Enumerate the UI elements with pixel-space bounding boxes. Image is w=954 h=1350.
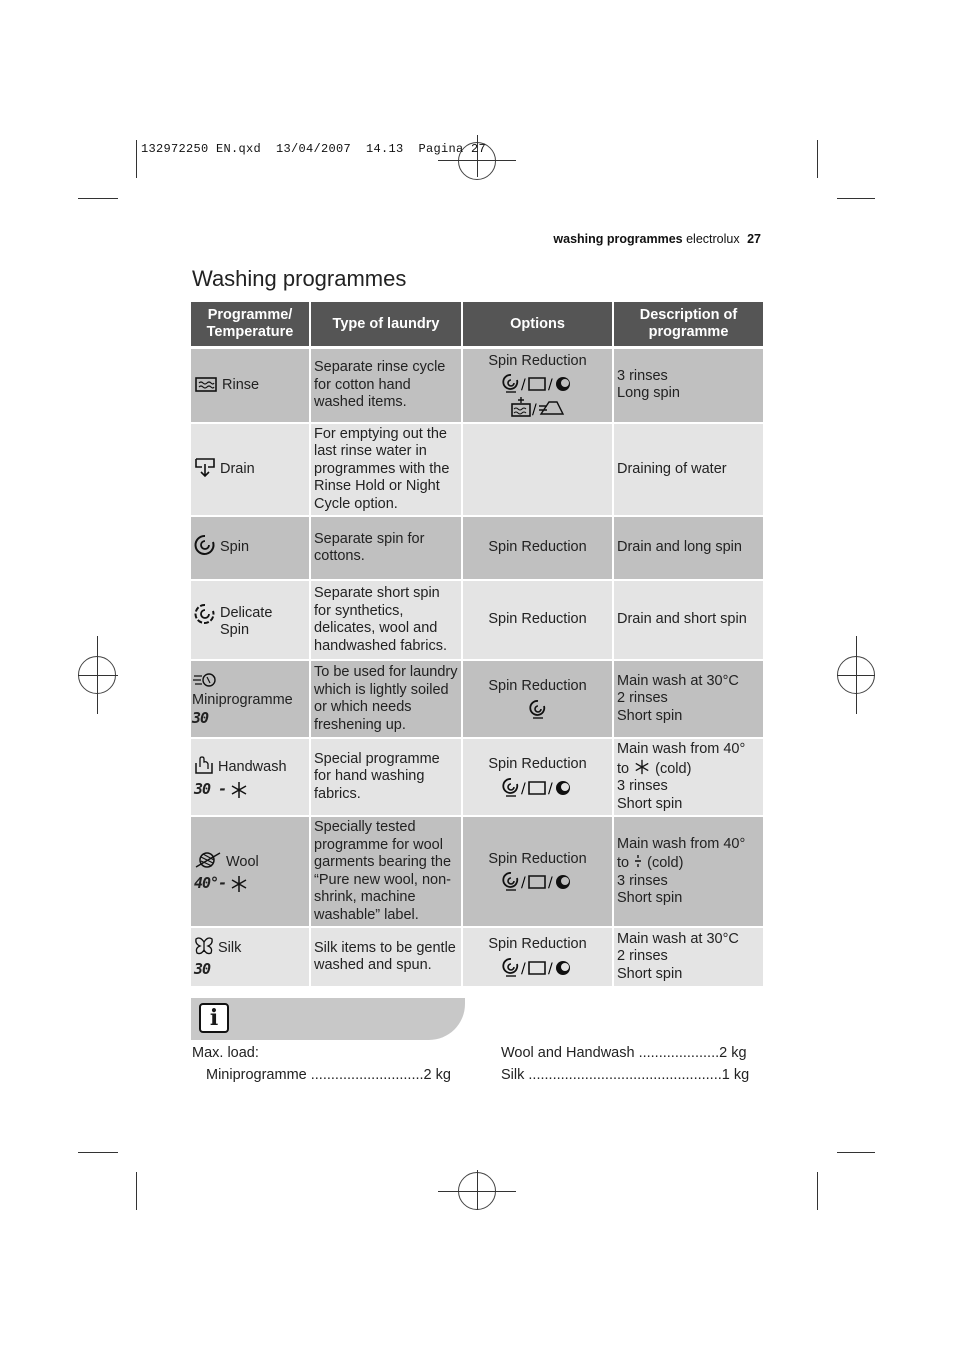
programme-cell (191, 738, 310, 816)
rinse-icon (194, 373, 218, 399)
laundry-cell: Separate spin for cottons. (310, 516, 462, 580)
programmes-table (191, 302, 763, 988)
programme-name: Spin (220, 539, 250, 556)
page-number: 27 (747, 232, 761, 246)
description-line: 3 rinses (617, 367, 668, 384)
option-label: Spin Reduction (488, 756, 587, 773)
delicate-spin-icon (194, 603, 216, 631)
programme-cell (191, 816, 310, 927)
description-line: Short spin (617, 965, 683, 982)
night-cycle-icon (556, 781, 570, 795)
print-slug: 132972250 EN.qxd 13/04/2007 14.13 Pagina 27 (141, 142, 487, 156)
option-label: Spin Reduction (488, 850, 587, 867)
laundry-cell: Silk items to be gentle washed and spun. (310, 927, 462, 987)
options-cell (462, 816, 613, 927)
column-header-laundry: Type of laundry (310, 302, 462, 348)
programme-name: Rinse (222, 376, 260, 393)
programme-name: Drain (220, 460, 255, 477)
crop-mark (837, 1152, 875, 1153)
drain-icon (194, 456, 216, 484)
option-icons (466, 956, 609, 978)
description-line: Main wash from 40° (617, 741, 746, 757)
table-row (191, 516, 763, 580)
crop-mark (78, 198, 118, 199)
option-label: Spin Reduction (488, 678, 587, 695)
rinse-hold-icon (529, 962, 545, 974)
description-line: Long spin (617, 385, 680, 402)
max-load-silk: Silk ................................................1 kg (501, 1067, 750, 1083)
table-row (191, 423, 763, 517)
laundry-cell: Specially tested programme for wool garments bearing the “Pure new wool, non-shrink, machine washable” label. (310, 816, 462, 927)
registration-mark-line (78, 675, 118, 676)
cold-icon (230, 781, 248, 799)
programme-name: Silk (218, 939, 242, 956)
description-line: Draining of water (617, 460, 727, 477)
crop-mark (837, 198, 875, 199)
registration-mark-line (477, 1170, 478, 1210)
svg-text:/: / (520, 780, 526, 797)
spin-reduction-icon (503, 959, 517, 976)
rinse-hold-icon (529, 782, 545, 794)
programme-cell (191, 660, 310, 738)
table-row (191, 580, 763, 660)
programme-cell (191, 516, 310, 580)
crop-mark (78, 1152, 118, 1153)
night-cycle-icon (556, 961, 570, 975)
night-cycle-icon (556, 875, 570, 889)
cold-icon (230, 875, 248, 893)
option-icons (466, 372, 609, 394)
svg-text:/: / (547, 377, 553, 393)
programme-cell (191, 423, 310, 517)
extra-rinse-icon (512, 397, 530, 416)
table-header-row (191, 302, 763, 348)
registration-mark-line (856, 636, 857, 714)
options-cell (462, 660, 613, 738)
laundry-cell: Separate rinse cycle for cotton hand washed items. (310, 348, 462, 423)
programme-name: Miniprogramme (192, 692, 293, 709)
programme-name: Handwash (218, 759, 287, 775)
laundry-cell: To be used for laundry which is lightly soiled or which needs freshening up. (310, 660, 462, 738)
description-line: Drain and short spin (617, 611, 747, 628)
spin-reduction-icon (503, 873, 517, 890)
description-line: 2 rinses (617, 948, 668, 965)
spin-reduction-icon (503, 375, 517, 392)
cold-icon (633, 759, 651, 775)
options-cell (462, 423, 613, 517)
laundry-cell: Special programme for hand washing fabrics. (310, 738, 462, 816)
max-load-miniprogramme: Miniprogramme ............................2 kg (206, 1067, 451, 1083)
svg-text:/: / (520, 960, 526, 977)
column-header-programme: Programme/ Temperature (191, 302, 310, 348)
description-line: 3 rinses (617, 872, 668, 889)
crop-mark (136, 140, 137, 178)
svg-text:/: / (531, 402, 537, 418)
brand-name: electrolux (686, 232, 740, 246)
night-cycle-icon (556, 377, 570, 391)
description-line: Short spin (617, 890, 683, 906)
table-row (191, 660, 763, 738)
column-header-description: Description of programme (613, 302, 763, 348)
option-icons (466, 698, 609, 720)
programme-name: Wool (226, 853, 259, 870)
miniprogramme-icon (192, 671, 306, 693)
registration-mark-line (97, 636, 98, 714)
description-line: Short spin (617, 795, 683, 812)
cold-small-icon (633, 853, 643, 869)
info-banner (191, 998, 465, 1040)
description-line: Main wash at 30°C (617, 672, 739, 689)
rinse-hold-icon (529, 876, 545, 888)
laundry-cell: For emptying out the last rinse water in programmes with the Rinse Hold or Night Cycle option. (310, 423, 462, 517)
temperature-display: 30 (194, 960, 211, 978)
option-label: Spin Reduction (488, 352, 587, 369)
options-cell: Spin Reduction (462, 580, 613, 660)
description-cell (613, 816, 763, 927)
max-load-wool-handwash: Wool and Handwash ....................2 kg (501, 1045, 747, 1061)
handwash-icon (194, 755, 214, 781)
options-cell (462, 348, 613, 423)
temperature-display: 30 - (194, 779, 227, 798)
wool-icon (194, 850, 222, 876)
page-title: Washing programmes (192, 266, 407, 291)
info-icon: i (199, 1003, 229, 1033)
options-cell (462, 738, 613, 816)
description-cell (613, 927, 763, 987)
svg-text:/: / (520, 377, 526, 393)
crop-mark (136, 1172, 137, 1210)
programme-cell (191, 580, 310, 660)
option-icons (466, 870, 609, 892)
description-line: 3 rinses (617, 778, 668, 794)
description-line: Main wash from 40° (617, 835, 746, 852)
option-icons (466, 396, 609, 418)
description-line: 2 rinses (617, 690, 668, 707)
crop-mark (817, 140, 818, 178)
description-cell (613, 580, 763, 660)
section-name: washing programmes (553, 232, 683, 246)
table-row (191, 927, 763, 987)
spin-icon (194, 534, 216, 562)
description-line: to (cold) (617, 760, 692, 777)
laundry-cell: Separate short spin for synthetics, delicates, wool and handwashed fabrics. (310, 580, 462, 660)
temperature-display: 40°- (194, 874, 227, 892)
max-load-label: Max. load: (192, 1045, 259, 1061)
description-cell (613, 660, 763, 738)
table-row (191, 816, 763, 927)
option-label: Spin Reduction (488, 936, 587, 953)
programme-cell (191, 927, 310, 987)
description-line: to (cold) (617, 855, 684, 871)
description-cell (613, 423, 763, 517)
svg-text:/: / (547, 780, 553, 797)
options-cell (462, 927, 613, 987)
svg-text:/: / (547, 960, 553, 977)
column-header-options: Options (462, 302, 613, 348)
temperature-display: 30 (192, 708, 209, 727)
table-row (191, 348, 763, 423)
programme-cell (191, 348, 310, 423)
description-cell (613, 348, 763, 423)
spin-reduction-icon (528, 698, 548, 720)
option-icons (466, 776, 609, 798)
svg-text:/: / (520, 875, 526, 892)
description-line: Drain and long spin (617, 539, 742, 556)
programme-name: Delicate Spin (220, 604, 273, 638)
crop-mark (817, 1172, 818, 1210)
description-line: Main wash at 30°C (617, 930, 739, 947)
description-cell (613, 516, 763, 580)
running-header (553, 232, 761, 246)
options-cell: Spin Reduction (462, 516, 613, 580)
svg-text:/: / (547, 875, 553, 892)
silk-icon (194, 936, 214, 962)
spin-reduction-icon (503, 779, 517, 796)
description-cell (613, 738, 763, 816)
rinse-hold-icon (529, 378, 545, 390)
easy-iron-icon (539, 402, 563, 414)
description-line: Short spin (617, 707, 683, 724)
table-row (191, 738, 763, 816)
